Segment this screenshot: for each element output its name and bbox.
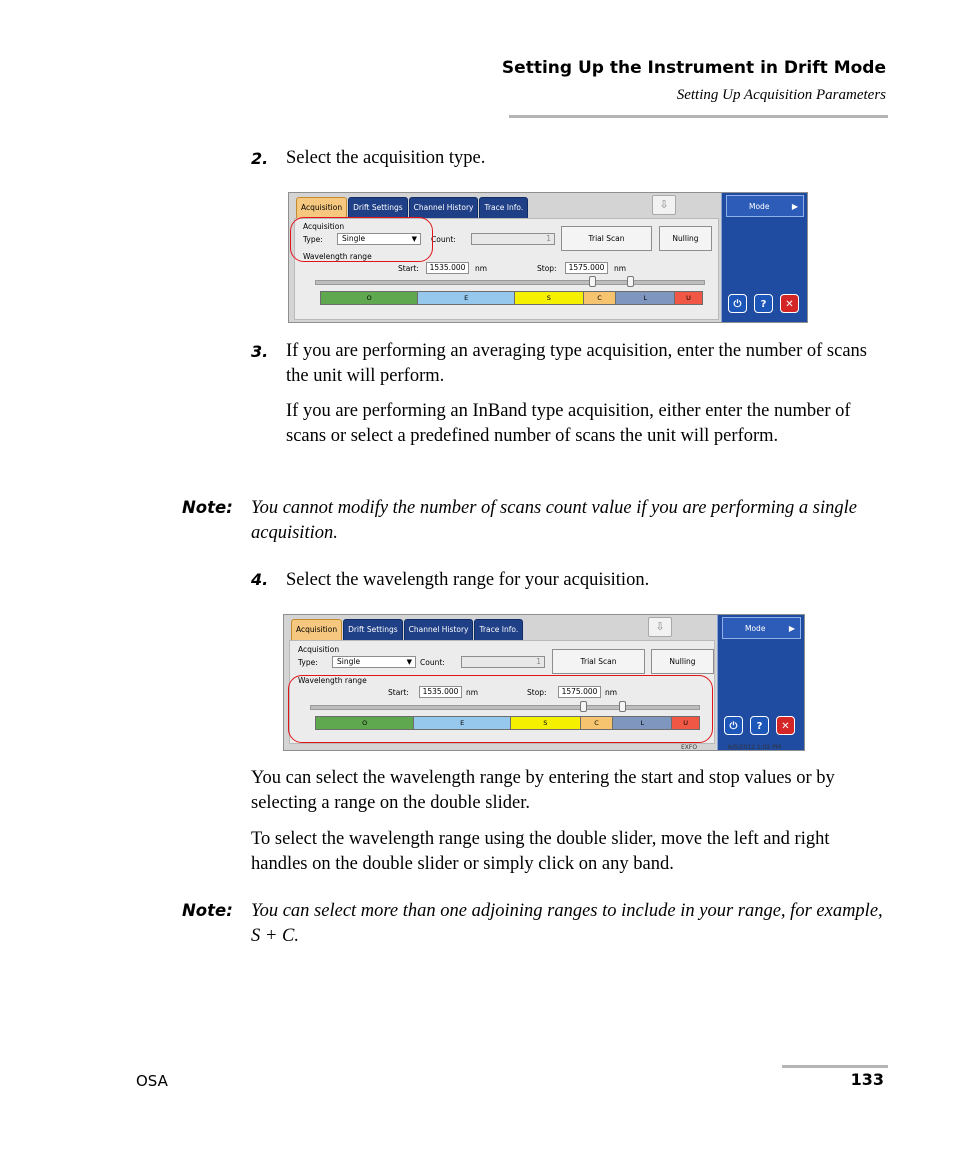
close-icon[interactable]: ✕ (780, 294, 799, 313)
band-s[interactable]: S (511, 717, 581, 729)
start-field[interactable]: 1535.000 (426, 262, 469, 274)
stop-field[interactable]: 1575.000 (558, 686, 601, 698)
type-select[interactable]: Single ▼ (332, 656, 416, 668)
mode-button[interactable]: Mode ▶ (726, 195, 804, 217)
stop-label: Stop: (527, 688, 547, 697)
paragraph: To select the wavelength range using the double slider, move the left and right handles on the double slider or simply click on any band. (251, 829, 830, 874)
acquisition-group-label: Acquisition (298, 645, 340, 654)
trial-scan-button[interactable]: Trial Scan (552, 649, 645, 674)
acquisition-group-label: Acquisition (303, 222, 345, 231)
range-slider-track[interactable] (315, 280, 705, 285)
header-rule (509, 115, 888, 118)
band-o[interactable]: O (316, 717, 414, 729)
band-l[interactable]: L (613, 717, 672, 729)
note-label: Note: (182, 498, 233, 517)
step-number: 3. (251, 342, 269, 361)
tab-bar (296, 197, 529, 219)
step-text: Select the wavelength range for your acquisition. (286, 570, 650, 590)
band-u[interactable]: U (672, 717, 699, 729)
highlight-circle (290, 217, 433, 262)
band-bar (320, 291, 703, 305)
count-label: Count: (420, 658, 445, 667)
exfo-logo-partial: EXFO (681, 744, 698, 751)
step-number: 2. (251, 149, 269, 168)
paragraph: You can select the wavelength range by entering the start and stop values or by selecting a range on the double slider. (251, 768, 835, 813)
wavelength-group-label: Wavelength range (298, 676, 367, 685)
mode-sidebar (721, 193, 808, 323)
step-number: 4. (251, 570, 269, 589)
nulling-button[interactable]: Nulling (659, 226, 712, 251)
tab-drift-settings[interactable]: Drift Settings (348, 197, 408, 219)
step-text: Select the acquisition type. (286, 148, 486, 168)
chevron-down-icon: ▼ (411, 235, 417, 243)
close-icon[interactable]: ✕ (776, 716, 795, 735)
start-label: Start: (388, 688, 409, 697)
tab-acquisition[interactable]: Acquisition (291, 619, 342, 641)
tab-bar (291, 619, 524, 641)
help-icon[interactable]: ? (754, 294, 773, 313)
mode-button[interactable]: Mode ▶ (722, 617, 801, 639)
band-c[interactable]: C (581, 717, 614, 729)
count-field[interactable]: 1 (471, 233, 555, 245)
chevron-down-icon: ▼ (406, 658, 412, 666)
stop-unit: nm (614, 264, 627, 273)
band-c[interactable]: C (584, 292, 617, 304)
band-e[interactable]: E (414, 717, 511, 729)
stop-unit: nm (605, 688, 618, 697)
running-header-subtitle: Setting Up Acquisition Parameters (676, 87, 886, 103)
start-unit: nm (466, 688, 479, 697)
tab-channel-history[interactable]: Channel History (409, 197, 479, 219)
power-icon[interactable]: ⏻ (724, 716, 743, 735)
stop-label: Stop: (537, 264, 557, 273)
acquisition-screenshot-1 (288, 192, 808, 323)
band-e[interactable]: E (418, 292, 514, 304)
nulling-button[interactable]: Nulling (651, 649, 714, 674)
timestamp-partial: 6/5/2012 1:02 PM (728, 744, 782, 751)
band-l[interactable]: L (616, 292, 675, 304)
start-label: Start: (398, 264, 419, 273)
tab-channel-history[interactable]: Channel History (404, 619, 474, 641)
step-text: If you are performing an averaging type acquisition, enter the number of scans the unit will perform. (286, 341, 867, 386)
tab-drift-settings[interactable]: Drift Settings (343, 619, 403, 641)
start-field[interactable]: 1535.000 (419, 686, 462, 698)
trial-scan-button[interactable]: Trial Scan (561, 226, 652, 251)
tab-acquisition[interactable]: Acquisition (296, 197, 347, 219)
note-text: You can select more than one adjoining ranges to include in your range, for example, S + C. (251, 901, 883, 946)
collapse-arrow-icon[interactable]: ⇩ (648, 617, 672, 637)
note-text: You cannot modify the number of scans count value if you are performing a single acquisition. (251, 498, 857, 543)
count-label: Count: (431, 235, 456, 244)
type-label: Type: (303, 235, 323, 244)
acquisition-screenshot-2 (283, 614, 805, 751)
collapse-arrow-icon[interactable]: ⇩ (652, 195, 676, 215)
tab-trace-info[interactable]: Trace Info. (479, 197, 528, 219)
slider-left-handle[interactable] (589, 276, 596, 287)
type-select[interactable]: Single ▼ (337, 233, 421, 245)
band-s[interactable]: S (515, 292, 584, 304)
step-text-extra: If you are performing an InBand type acquisition, either enter the number of scans or select a predefined number of scans the unit will perform. (286, 401, 851, 446)
wavelength-group-label: Wavelength range (303, 252, 372, 261)
band-o[interactable]: O (321, 292, 418, 304)
type-label: Type: (298, 658, 318, 667)
footer-product: OSA (136, 1072, 168, 1090)
note-label: Note: (182, 901, 233, 920)
highlight-circle (288, 675, 713, 743)
count-field[interactable]: 1 (461, 656, 545, 668)
mode-sidebar (717, 615, 805, 751)
power-icon[interactable]: ⏻ (728, 294, 747, 313)
slider-right-handle[interactable] (627, 276, 634, 287)
help-icon[interactable]: ? (750, 716, 769, 735)
running-header-title: Setting Up the Instrument in Drift Mode (501, 58, 886, 78)
play-arrow-icon: ▶ (788, 624, 795, 633)
page-number: 133 (850, 1070, 884, 1089)
start-unit: nm (475, 264, 488, 273)
play-arrow-icon: ▶ (791, 202, 798, 211)
stop-field[interactable]: 1575.000 (565, 262, 608, 274)
band-u[interactable]: U (675, 292, 702, 304)
footer-rule (782, 1065, 888, 1068)
tab-trace-info[interactable]: Trace Info. (474, 619, 523, 641)
